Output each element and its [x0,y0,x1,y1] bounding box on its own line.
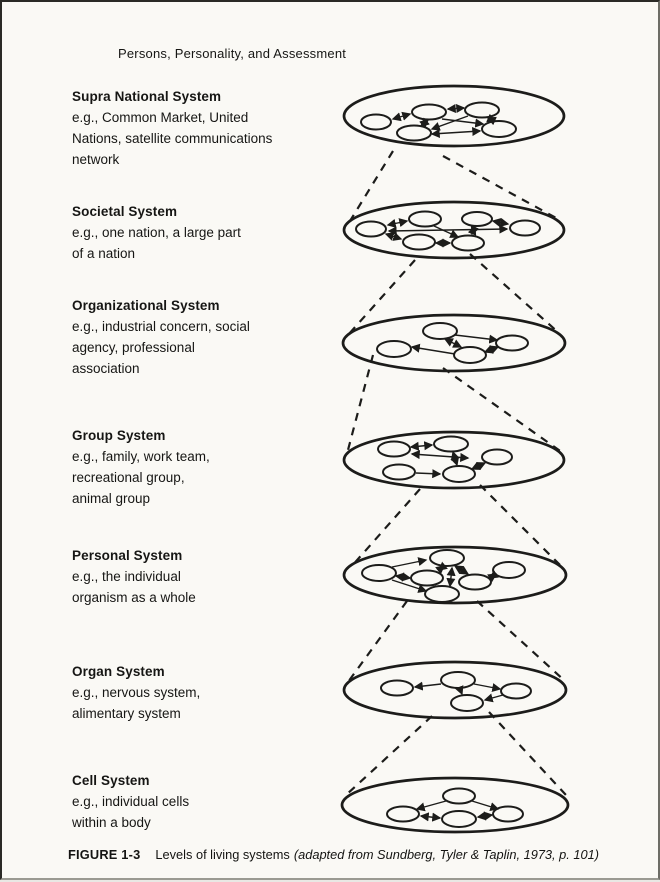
level-desc-line: e.g., nervous system, [72,685,201,700]
subsystem-node [501,684,531,699]
subsystem-node [381,681,413,696]
subsystem-node [462,212,492,226]
levels-of-living-systems-diagram [2,2,660,882]
level-desc-line: of a nation [72,246,136,261]
personal-ellipse [344,547,566,603]
subsystem-node [430,550,464,566]
interaction-arrow [485,347,498,352]
subsystem-node [451,695,483,711]
subsystem-node [434,437,468,452]
subsystem-node [441,672,475,688]
cell-ellipse [342,778,568,832]
level-desc-line: e.g., the individual [72,569,181,584]
supra-national-ellipse [344,86,564,146]
interaction-arrow [416,473,440,474]
interaction-arrow [396,576,410,578]
system-boundary [342,778,568,832]
level-desc-line: animal group [72,491,151,506]
subsystem-node [412,105,446,120]
level-title: Organ System [72,664,165,679]
level-title: Cell System [72,773,150,788]
level-desc-line: e.g., Common Market, United [72,110,249,125]
interaction-arrow [389,229,507,231]
interaction-arrow [421,120,428,126]
system-boundary [344,86,564,146]
level-desc-line: recreational group, [72,470,185,485]
level-desc-line: Nations, satellite communications [72,131,273,146]
interaction-arrow [455,566,468,574]
interaction-arrow [448,108,464,109]
dashed-line [351,489,420,567]
interaction-arrow [472,227,475,234]
caption-text: Levels of living systems [155,847,290,862]
interaction-arrow [417,801,446,809]
interaction-arrow [450,568,452,586]
dashed-line [348,355,373,450]
dashed-line [477,601,565,681]
dashed-line [443,156,558,219]
level-desc-line: e.g., individual cells [72,794,190,809]
figure-caption [68,847,628,862]
level-title: Organizational System [72,298,220,313]
interaction-arrow [412,454,468,458]
interaction-arrow [485,695,503,700]
level-desc-line: e.g., one nation, a large part [72,225,241,240]
subsystem-node [482,121,516,137]
interaction-arrow [393,114,410,119]
level-title: Societal System [72,204,178,219]
dashed-line [348,260,415,335]
dashed-line [470,254,559,333]
subsystem-node [443,789,475,804]
group-ellipse [344,432,564,488]
interaction-arrow [412,347,455,354]
level-desc-line: association [72,361,140,376]
system-boundary [344,662,566,718]
level-title: Personal System [72,548,183,563]
subsystem-node [377,341,411,357]
organ-ellipse [344,662,566,718]
subsystem-node [452,236,484,251]
level-desc-line: within a body [72,815,151,830]
interaction-arrow [472,801,498,809]
subsystem-node [510,221,540,236]
interaction-arrow [478,815,492,817]
interaction-arrow [472,463,485,469]
level-desc-line: network [72,152,120,167]
interaction-arrow [445,339,461,347]
subsystem-node [442,811,476,827]
subsystem-node [378,442,410,457]
interaction-arrow [474,684,500,689]
interaction-arrow [415,684,441,687]
subsystem-node [423,323,457,339]
societal-ellipse [344,202,564,258]
subsystem-node [496,336,528,351]
level-title: Supra National System [72,89,222,104]
system-boundary [344,432,564,488]
interaction-arrow [490,574,496,578]
level-title: Group System [72,428,166,443]
subsystem-node [383,465,415,480]
dashed-line [489,712,566,795]
interaction-arrow [455,335,497,340]
interaction-arrow [488,118,495,121]
interaction-arrow [421,816,440,818]
subsystem-node [387,807,419,822]
subsystem-node [459,575,491,590]
subsystem-node [361,115,391,130]
interaction-arrow [388,221,407,225]
subsystem-node [403,235,435,250]
subsystem-node [397,126,431,141]
subsystem-node [454,347,486,363]
organizational-ellipse [343,315,565,371]
level-desc-line: e.g., family, work team, [72,449,210,464]
caption-source: (adapted from Sundberg, Tyler & Taplin, 1973, p. 101) [293,847,600,862]
figure-number: FIGURE 1-3 [68,847,141,862]
interaction-arrow [411,445,432,447]
subsystem-node [493,562,525,578]
interaction-arrow [453,452,457,465]
interaction-arrow [493,221,508,224]
subsystem-node [482,450,512,465]
subsystem-node [411,571,443,586]
level-desc-line: alimentary system [72,706,181,721]
level-desc-line: organism as a whole [72,590,196,605]
subsystem-node [362,565,396,581]
subsystem-node [409,212,441,227]
subsystem-node [356,222,386,237]
dashed-line [443,368,563,453]
interaction-arrow [434,226,458,237]
running-head: Persons, Personality, and Assessment [118,46,347,61]
level-desc-line: agency, professional [72,340,195,355]
subsystem-node [465,103,499,118]
interaction-arrow [432,131,480,134]
subsystem-node [443,466,475,482]
interaction-arrow [392,560,426,567]
dashed-line [480,485,561,566]
system-boundary [344,547,566,603]
level-desc-line: e.g., industrial concern, social [72,319,250,334]
interaction-arrow [386,234,401,239]
subsystem-node [425,586,459,602]
interaction-arrow [460,689,462,694]
